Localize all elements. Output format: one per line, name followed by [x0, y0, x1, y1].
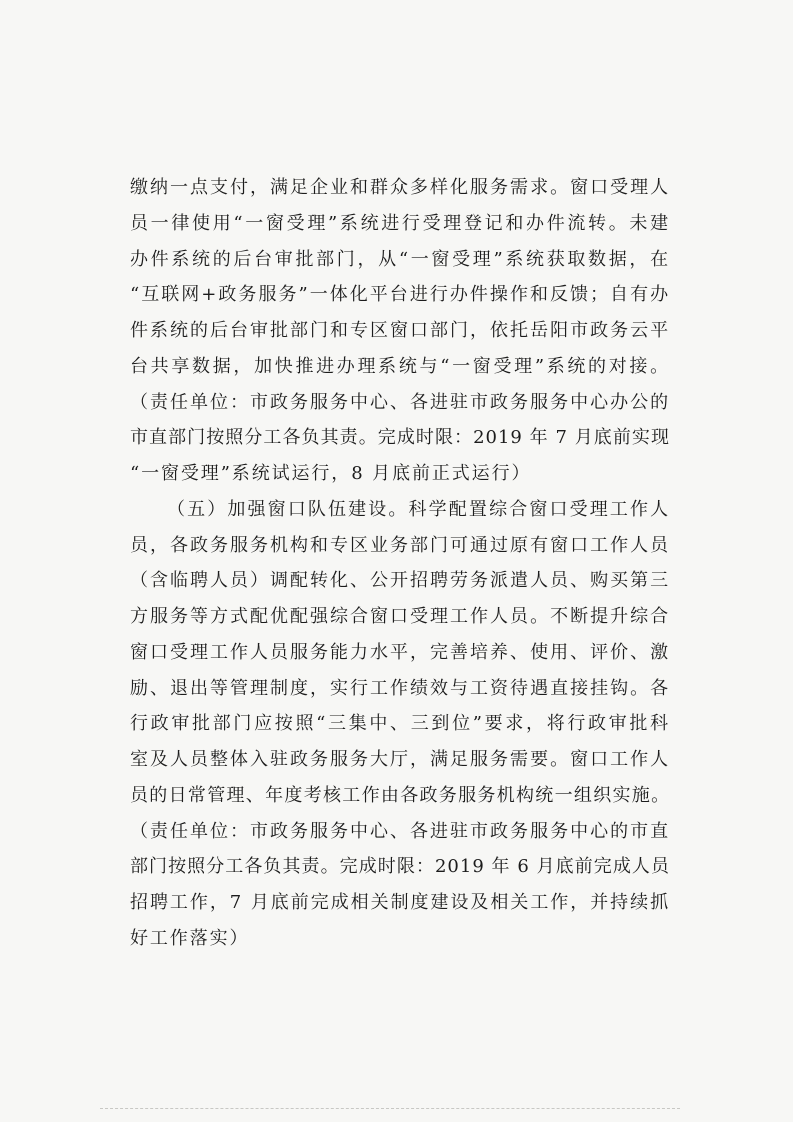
text-line: 励、退出等管理制度，实行工作绩效与工资待遇直接挂钩。各	[130, 677, 670, 699]
scan-edge-line	[100, 1108, 680, 1109]
text-line: 窗口受理工作人员服务能力水平，完善培养、使用、评价、激	[130, 641, 670, 663]
text-line: “互联网+政务服务”一体化平台进行办件操作和反馈；自有办	[130, 284, 670, 306]
text-line: 员一律使用“一窗受理”系统进行受理登记和办件流转。未建	[130, 212, 670, 234]
text-line: 市直部门按照分工各负其责。完成时限：2019 年 7 月底前实现	[130, 427, 670, 449]
text-line: 好工作落实）	[130, 927, 250, 949]
text-line: 方服务等方式配优配强综合窗口受理工作人员。不断提升综合	[130, 606, 670, 627]
text-line: （责任单位：市政务服务中心、各进驻市政务服务中心办公的	[130, 391, 670, 413]
text-line: 件系统的后台审批部门和专区窗口部门，依托岳阳市政务云平	[130, 320, 670, 341]
text-line: 台共享数据，加快推进办理系统与“一窗受理”系统的对接。	[130, 355, 670, 377]
text-line: 行政审批部门应按照“三集中、三到位”要求，将行政审批科	[130, 713, 670, 735]
text-line: 招聘工作，7 月底前完成相关制度建设及相关工作，并持续抓	[130, 892, 670, 913]
text-line: 员，各政务服务机构和专区业务部门可通过原有窗口工作人员	[130, 534, 670, 556]
document-body	[130, 170, 670, 957]
text-line: 缴纳一点支付，满足企业和群众多样化服务需求。窗口受理人	[130, 177, 670, 198]
text-line: （责任单位：市政务服务中心、各进驻市政务服务中心的市直	[130, 820, 670, 842]
text-line: “一窗受理”系统试运行，8 月底前正式运行）	[130, 463, 532, 484]
text-line: （含临聘人员）调配转化、公开招聘劳务派遣人员、购买第三	[130, 570, 670, 592]
text-line: 办件系统的后台审批部门，从“一窗受理”系统获取数据，在	[130, 248, 670, 270]
text-line: 室及人员整体入驻政务服务大厅，满足服务需要。窗口工作人	[130, 749, 670, 770]
section-heading-line: （五）加强窗口队伍建设。科学配置综合窗口受理工作人	[167, 498, 670, 520]
text-line: 部门按照分工各负其责。完成时限：2019 年 6 月底前完成人员	[130, 856, 670, 878]
text-line: 员的日常管理、年度考核工作由各政务服务机构统一组织实施。	[130, 784, 671, 806]
